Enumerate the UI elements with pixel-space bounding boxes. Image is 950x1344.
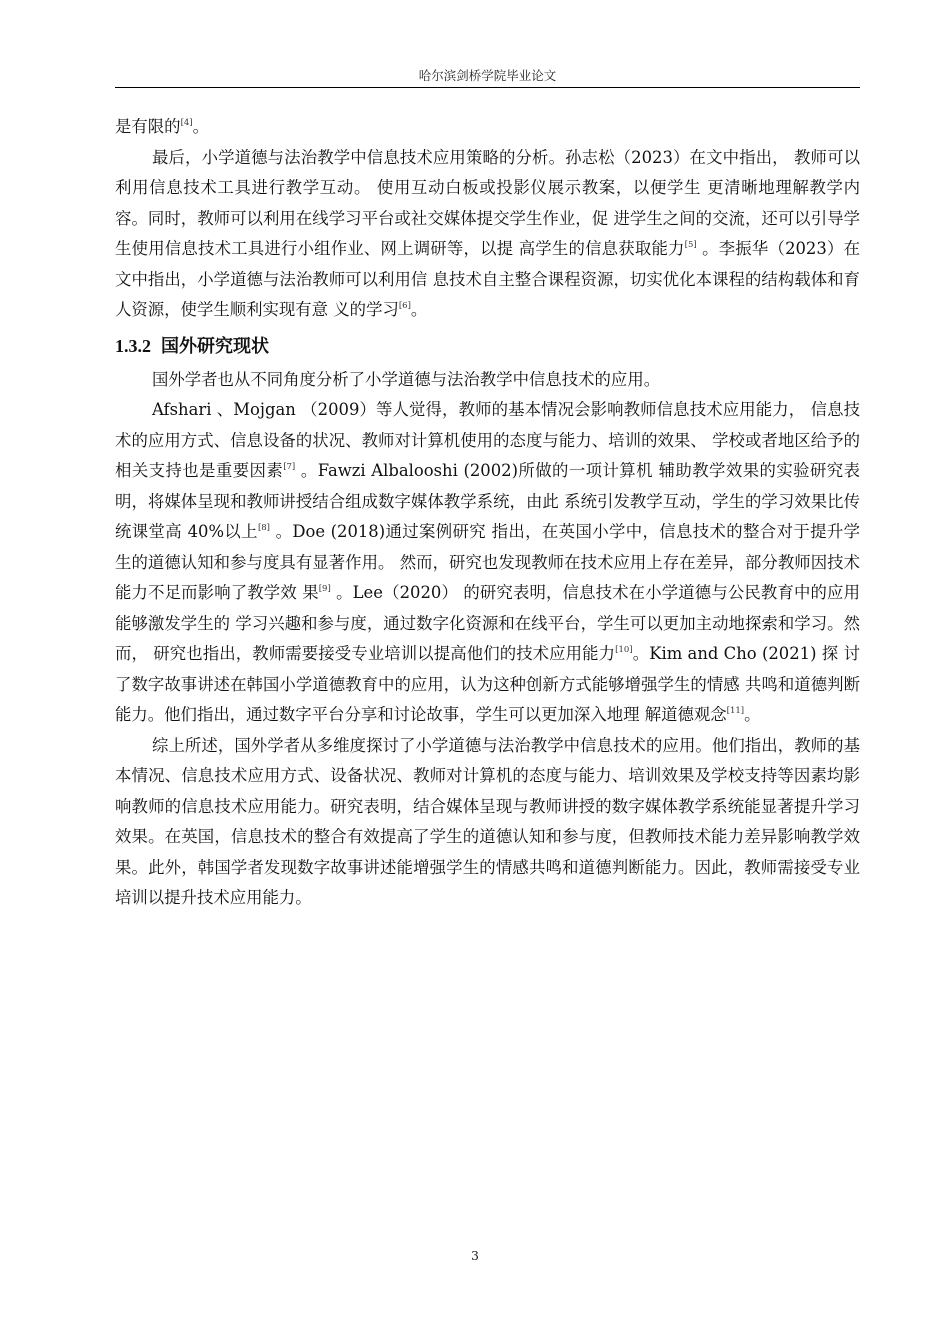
citation-7: [7] [283, 462, 296, 472]
citation-9: [9] [318, 584, 331, 594]
section-heading [115, 332, 860, 361]
page-header-title: 哈尔滨剑桥学院毕业论文 [418, 68, 557, 83]
page-number: 3 [471, 1248, 479, 1263]
citation-5: [5] [684, 240, 697, 250]
document-body [115, 112, 860, 914]
citation-8: [8] [257, 523, 270, 533]
paragraph-text: 。李振华（2023）在文中指出，小学道德与法治教师可以利用信 息技术自主整合课程资源，切实优化本课程的结构载体和育人资源，使学生顺利实现有意 义的学习 [115, 239, 860, 319]
paragraph-text: 是有限的 [115, 117, 181, 136]
section-number: 1.3.2 [115, 335, 151, 356]
paragraph-text: 。 [192, 117, 209, 136]
citation-10: [10] [615, 645, 633, 655]
paragraph-text: 。 [744, 705, 761, 724]
paragraph-foreign-research [115, 395, 860, 731]
paragraph-intro: 国外学者也从不同角度分析了小学道德与法治教学中信息技术的应用。 [152, 369, 661, 389]
paragraph-text: Afshari 、Mojgan （2009）等人觉得，教师的基本情况会影响教师信息技术应用能力， 信息技术的应用方式、信息设备的状况、教师对计算机使用的态度与能力、培训的效果、 学校或者地区给予的相关支持也是重要因素 [115, 400, 860, 480]
paragraph-text: 。Fawzi Albalooshi (2002)所做的一项计算机 辅助教学效果的实验研究表明，将媒体呈现和教师讲授结合组成数字媒体教学系统，由此 系统引发教学互动，学生的学习效果比传统课堂高 40%以上 [115, 461, 861, 541]
paragraph-text: 。Lee（2020） 的研究表明，信息技术在小学道德与公民教育中的应用能够激发学生的 学习兴趣和参与度，通过数字化资源和在线平台，学生可以更加主动地探索和学习。然而， 研究也指出，教师需要接受专业培训以提高他们的技术应用能力 [115, 583, 860, 663]
citation-6: [6] [398, 301, 411, 311]
paragraph-summary: 综上所述，国外学者从多维度探讨了小学道德与法治教学中信息技术的应用。他们指出，教师的基本情况、信息技术应用方式、设备状况、教师对计算机的态度与能力、培训效果及学校支持等因素均影响教师的信息技术应用能力。研究表明，结合媒体呈现与教师讲授的数字媒体教学系统能显著提升学习效果。在英国，信息技术的整合有效提高了学生的道德认知和参与度，但教师技术能力差异影响教学效果。此外，韩国学者发现数字故事讲述能增强学生的情感共鸣和道德判断能力。因此，教师需接受专业培训以提升技术应用能力。 [115, 735, 860, 907]
citation-11: [11] [726, 706, 745, 716]
citation-4: [4] [180, 118, 193, 128]
paragraph-text: 。Kim and Cho (2021) 探 讨了数字故事讲述在韩国小学道德教育中的应用，认为这种创新方式能够增强学生的情感 共鸣和道德判断能力。他们指出，通过数字平台分享和讨论故事，学生可以更加深入地理 解道德观念 [115, 644, 860, 724]
paragraph-domestic-strategies [115, 143, 860, 326]
section-title: 国外研究现状 [161, 335, 269, 357]
paragraph-text: 。Doe (2018)通过案例研究 指出，在英国小学中，信息技术的整合对于提升学生的道德认知和参与度具有显著作用。 然而，研究也发现教师在技术应用上存在差异，部分教师因技术能力不足而影响了教学效 果 [115, 522, 861, 602]
header-divider [115, 87, 860, 88]
paragraph-text: 。 [410, 300, 428, 319]
paragraph-text: 最后，小学道德与法治教学中信息技术应用策略的分析。孙志松（2023）在文中指出， 教师可以利用信息技术工具进行教学互动。 使用互动白板或投影仪展示教案，以便学生 更清晰地理解教学内容。同时，教师可以利用在线学习平台或社交媒体提交学生作业，促 进学生之间的交流，还可以引导学生使用信息技术工具进行小组作业、网上调研等，以提 高学生的信息获取能力 [115, 147, 860, 258]
paragraph-continued [115, 112, 860, 143]
